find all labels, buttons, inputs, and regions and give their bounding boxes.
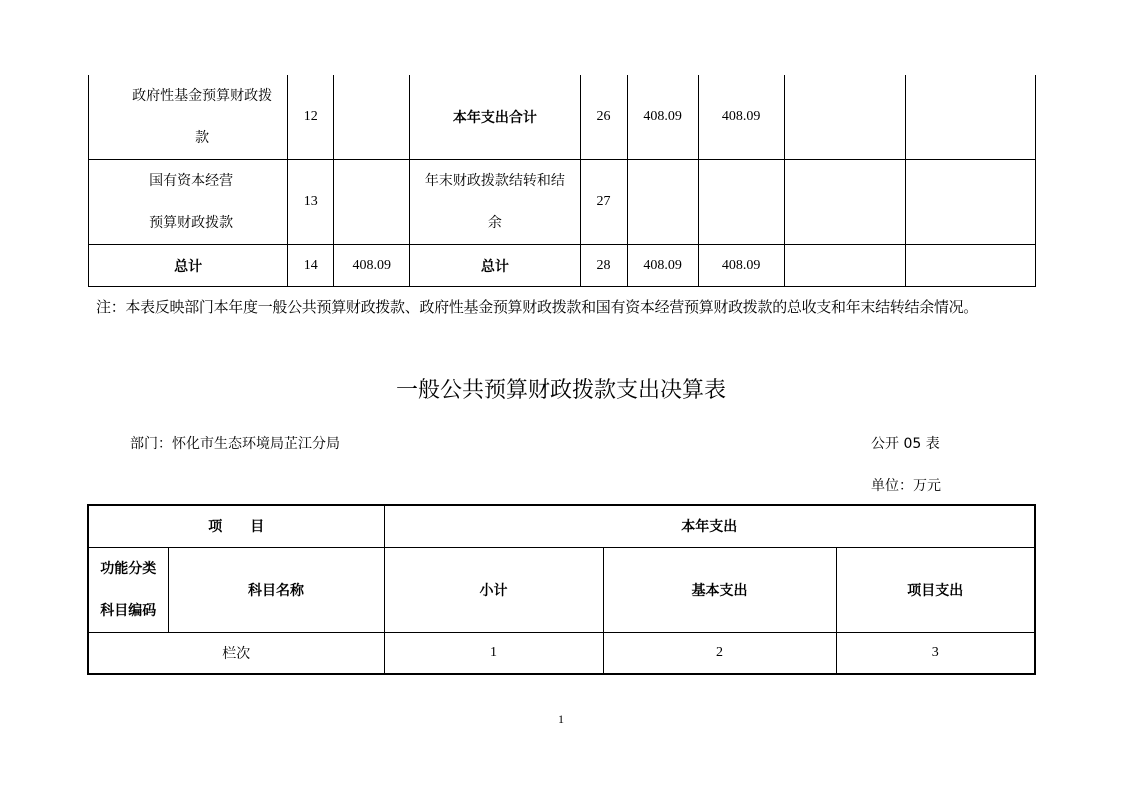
row-number: 27 — [580, 160, 627, 245]
row-number: 28 — [580, 245, 627, 287]
form-number: 公开 05 表 — [871, 436, 940, 452]
expense-amount — [905, 75, 1035, 160]
expense-total-amount: 408.09 — [627, 245, 698, 287]
row-number: 14 — [288, 245, 334, 287]
header-item: 项 目 — [88, 505, 384, 547]
income-item-label: 国有资本经营预算财政拨款 — [89, 160, 288, 245]
expense-amount — [627, 160, 698, 245]
income-item-label: 政府性基金预算财政拨款 — [89, 75, 288, 160]
header-subject-name: 科目名称 — [168, 547, 384, 632]
row-number: 12 — [288, 75, 334, 160]
column-index: 1 — [384, 632, 603, 674]
header-basic: 基本支出 — [603, 547, 836, 632]
expense-amount: 408.09 — [627, 75, 698, 160]
table-header-row — [88, 547, 1035, 632]
row-number: 26 — [580, 75, 627, 160]
expense-total-amount — [905, 245, 1035, 287]
expense-amount — [784, 75, 905, 160]
header-project: 项目支出 — [836, 547, 1035, 632]
expenditure-table — [87, 504, 1036, 675]
header-func-code: 功能分类科目编码 — [88, 547, 168, 632]
row-label: 栏次 — [88, 632, 384, 674]
total-label: 总计 — [89, 245, 288, 287]
row-number: 13 — [288, 160, 334, 245]
expense-total-amount — [784, 245, 905, 287]
table-header-row — [88, 505, 1035, 547]
summary-table-continued — [88, 75, 1036, 287]
expense-item-label: 年末财政拨款结转和结余 — [410, 160, 580, 245]
table-row — [89, 160, 1036, 245]
column-index: 3 — [836, 632, 1035, 674]
expense-amount — [698, 160, 784, 245]
expense-total-amount: 408.09 — [698, 245, 784, 287]
page-number: 1 — [558, 712, 564, 726]
expense-item-label: 本年支出合计 — [410, 75, 580, 160]
header-current-year: 本年支出 — [384, 505, 1035, 547]
department-label: 部门：怀化市生态环境局芷江分局 — [130, 436, 340, 452]
table-row — [89, 75, 1036, 160]
header-subtotal: 小计 — [384, 547, 603, 632]
table-row-index — [88, 632, 1035, 674]
table-note: 注：本表反映部门本年度一般公共预算财政拨款、政府性基金预算财政拨款和国有资本经营预算财政拨款的总收支和年末结转结余情况。 — [96, 298, 979, 316]
page-title: 一般公共预算财政拨款支出决算表 — [395, 378, 726, 403]
income-amount — [334, 75, 410, 160]
expense-amount — [784, 160, 905, 245]
income-total-amount: 408.09 — [334, 245, 410, 287]
expense-amount: 408.09 — [698, 75, 784, 160]
column-index: 2 — [603, 632, 836, 674]
income-amount — [334, 160, 410, 245]
total-label: 总计 — [410, 245, 580, 287]
expense-amount — [905, 160, 1035, 245]
table-row-total — [89, 245, 1036, 287]
unit-label: 单位：万元 — [871, 478, 941, 494]
